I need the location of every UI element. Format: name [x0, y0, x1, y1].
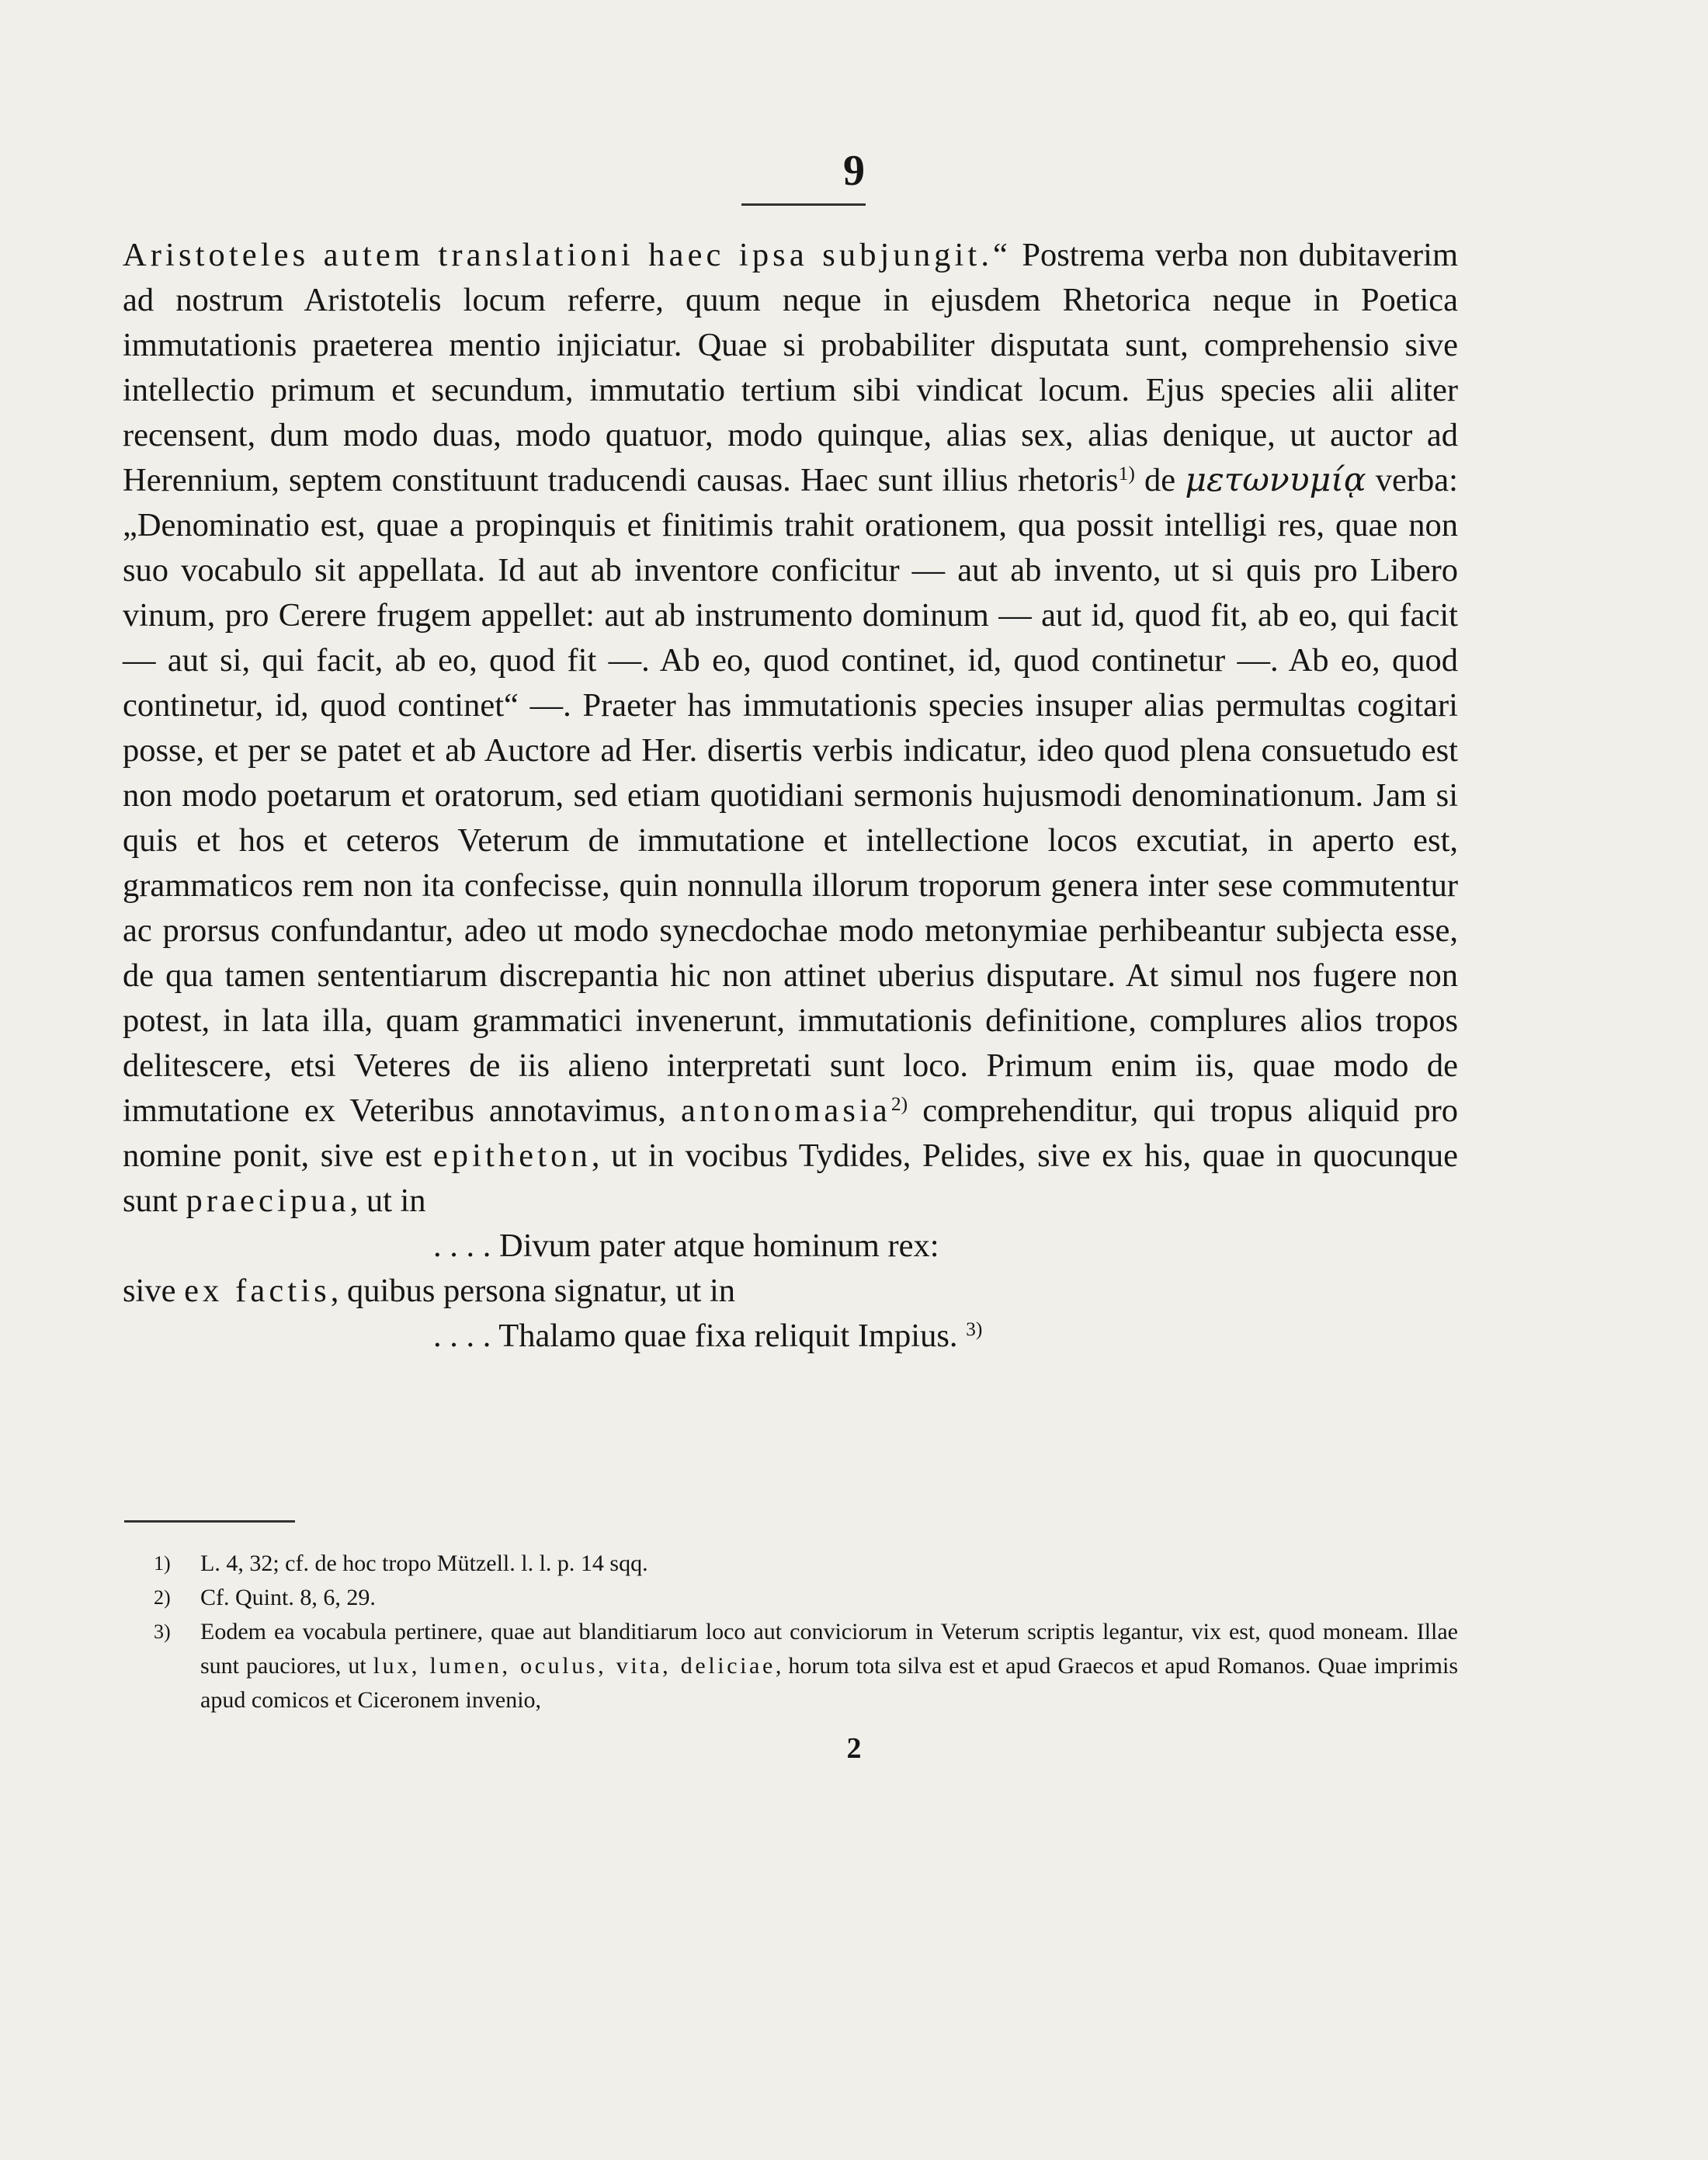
footnote-text: L. 4, 32; cf. de hoc tropo Mützell. l. l. p. 14 sqq. — [200, 1551, 648, 1576]
text-run: verba: „Denominatio est, quae a propinquis et finitimis trahit orationem, qua possit intelligi res, quae non suo vocabulo sit appellata. Id aut ab inventore conficitur — aut ab invento, ut si quis pro Libero vinum, pro Cerere frugem appellet: aut ab instrumento dominum — aut id, quod fit, ab eo, qui facit — aut si, qui facit, ab eo, quod fit —. Ab eo, quod continet, id, quod continetur —. Ab eo, quod continetur, id, quod continet“ —. Praeter has immutationis species insuper alias permultas cogitari posse, et per se patet et ab Auctore ad Her. disertis verbis indicatur, ideo quod plena consuetudo est non modo poetarum et oratorum, sed etiam quotidiani sermonis hujusmodi denominationum. Jam si quis et hos et ceteros Veterum de immutatione et intellectione locos excutiat, in aperto est, grammaticos rem non ita confecisse, quin nonnulla illorum troporum genera inter sese commutentur ac prorsus confundantur, adeo ut modo synecdochae modo metonymiae perhibeantur subjecta esse, de qua tamen sententiarum discrepantia hic non attinet uberius disputare. At simul nos fugere non potest, in lata illa, quam grammatici invenerunt, immutationis definitione, complures alios tropos delitescere, etsi Veteres de iis alieno interpretati sunt loco. Primum enim iis, quae modo de immutatione ex Veteribus annotavimus, — [123, 462, 1458, 1129]
text-run: , ut in — [349, 1182, 426, 1219]
spaced-term-antonomasia: antonomasia — [680, 1092, 891, 1129]
footnote-text: Eodem ea vocabula pertinere, quae aut blanditiarum loco aut conviciorum in Veterum scriptis legantur, vix est, quod moneam. Illae sunt pauciores, ut — [200, 1619, 1458, 1679]
footnote-mark: 1) — [154, 1552, 171, 1575]
text-run: Postrema verba non dubitaverim ad nostrum Aristotelis locum referre, quum neque in ejusdem Rhetorica neque in Poetica immutationis praeterea mentio injiciatur. Quae si probabiliter disputata sunt, comprehensio sive intellectio primum et secundum, immutatio tertium sibi vindicat locum. Ejus species alii aliter recensent, dum modo duas, modo quatuor, modo quinque, alias sex, alias denique, ut auctor ad Herennium, septem constituunt traducendi causas. Haec sunt illius rhetoris — [123, 237, 1458, 498]
text-run: sive — [123, 1273, 185, 1309]
spaced-term-praecipua: praecipua — [186, 1182, 350, 1219]
header-rule — [741, 203, 866, 206]
verse-text: . . . . Thalamo quae fixa reliquit Impius. — [433, 1318, 958, 1354]
text-run: , quibus persona signatur, ut in — [330, 1273, 736, 1309]
footnote-mark: 3) — [154, 1620, 171, 1643]
body-paragraph — [123, 233, 1458, 1359]
footnote-spaced-terms: lux, lumen, oculus, vita, deliciae — [373, 1653, 776, 1679]
footnote-text: Cf. Quint. 8, 6, 29. — [200, 1585, 376, 1610]
greek-term: μετωνυμίᾳ — [1185, 461, 1366, 499]
footnote-ref-1: 1) — [1118, 461, 1135, 484]
footnote-ref-2: 2) — [890, 1092, 908, 1115]
spaced-term-ex-factis: ex factis — [184, 1273, 331, 1309]
signature-mark: 2 — [846, 1732, 862, 1765]
text-run: , ut in vocibus Tydides, Pelides, sive ex his, quae in quocunque sunt — [123, 1137, 1458, 1219]
footnote-ref-3: 3) — [966, 1317, 983, 1340]
footnote-2 — [123, 1581, 1458, 1615]
text-run: comprehenditur, qui tropus aliquid pro nomine ponit, sive est — [123, 1092, 1458, 1174]
footnote-text: , horum tota silva est et apud Graecos et apud Romanos. Quae imprimis apud comicos et Ciceronem invenio, — [200, 1653, 1458, 1713]
footnote-rule — [124, 1520, 295, 1523]
verse-quote-2 — [123, 1314, 1458, 1359]
page-number: 9 — [843, 147, 865, 195]
spaced-opening: Aristoteles autem translationi haec ipsa subjungit.“ — [123, 237, 1012, 273]
verse-intro-line — [123, 1269, 1458, 1314]
footnote-1 — [123, 1547, 1458, 1581]
footnote-3 — [123, 1615, 1458, 1717]
verse-quote-1: . . . . Divum pater atque hominum rex: — [433, 1228, 939, 1264]
text-run: de — [1134, 462, 1186, 498]
footnote-mark: 2) — [154, 1586, 171, 1609]
footnotes — [123, 1547, 1458, 1717]
spaced-term-epitheton: epitheton — [432, 1137, 592, 1174]
